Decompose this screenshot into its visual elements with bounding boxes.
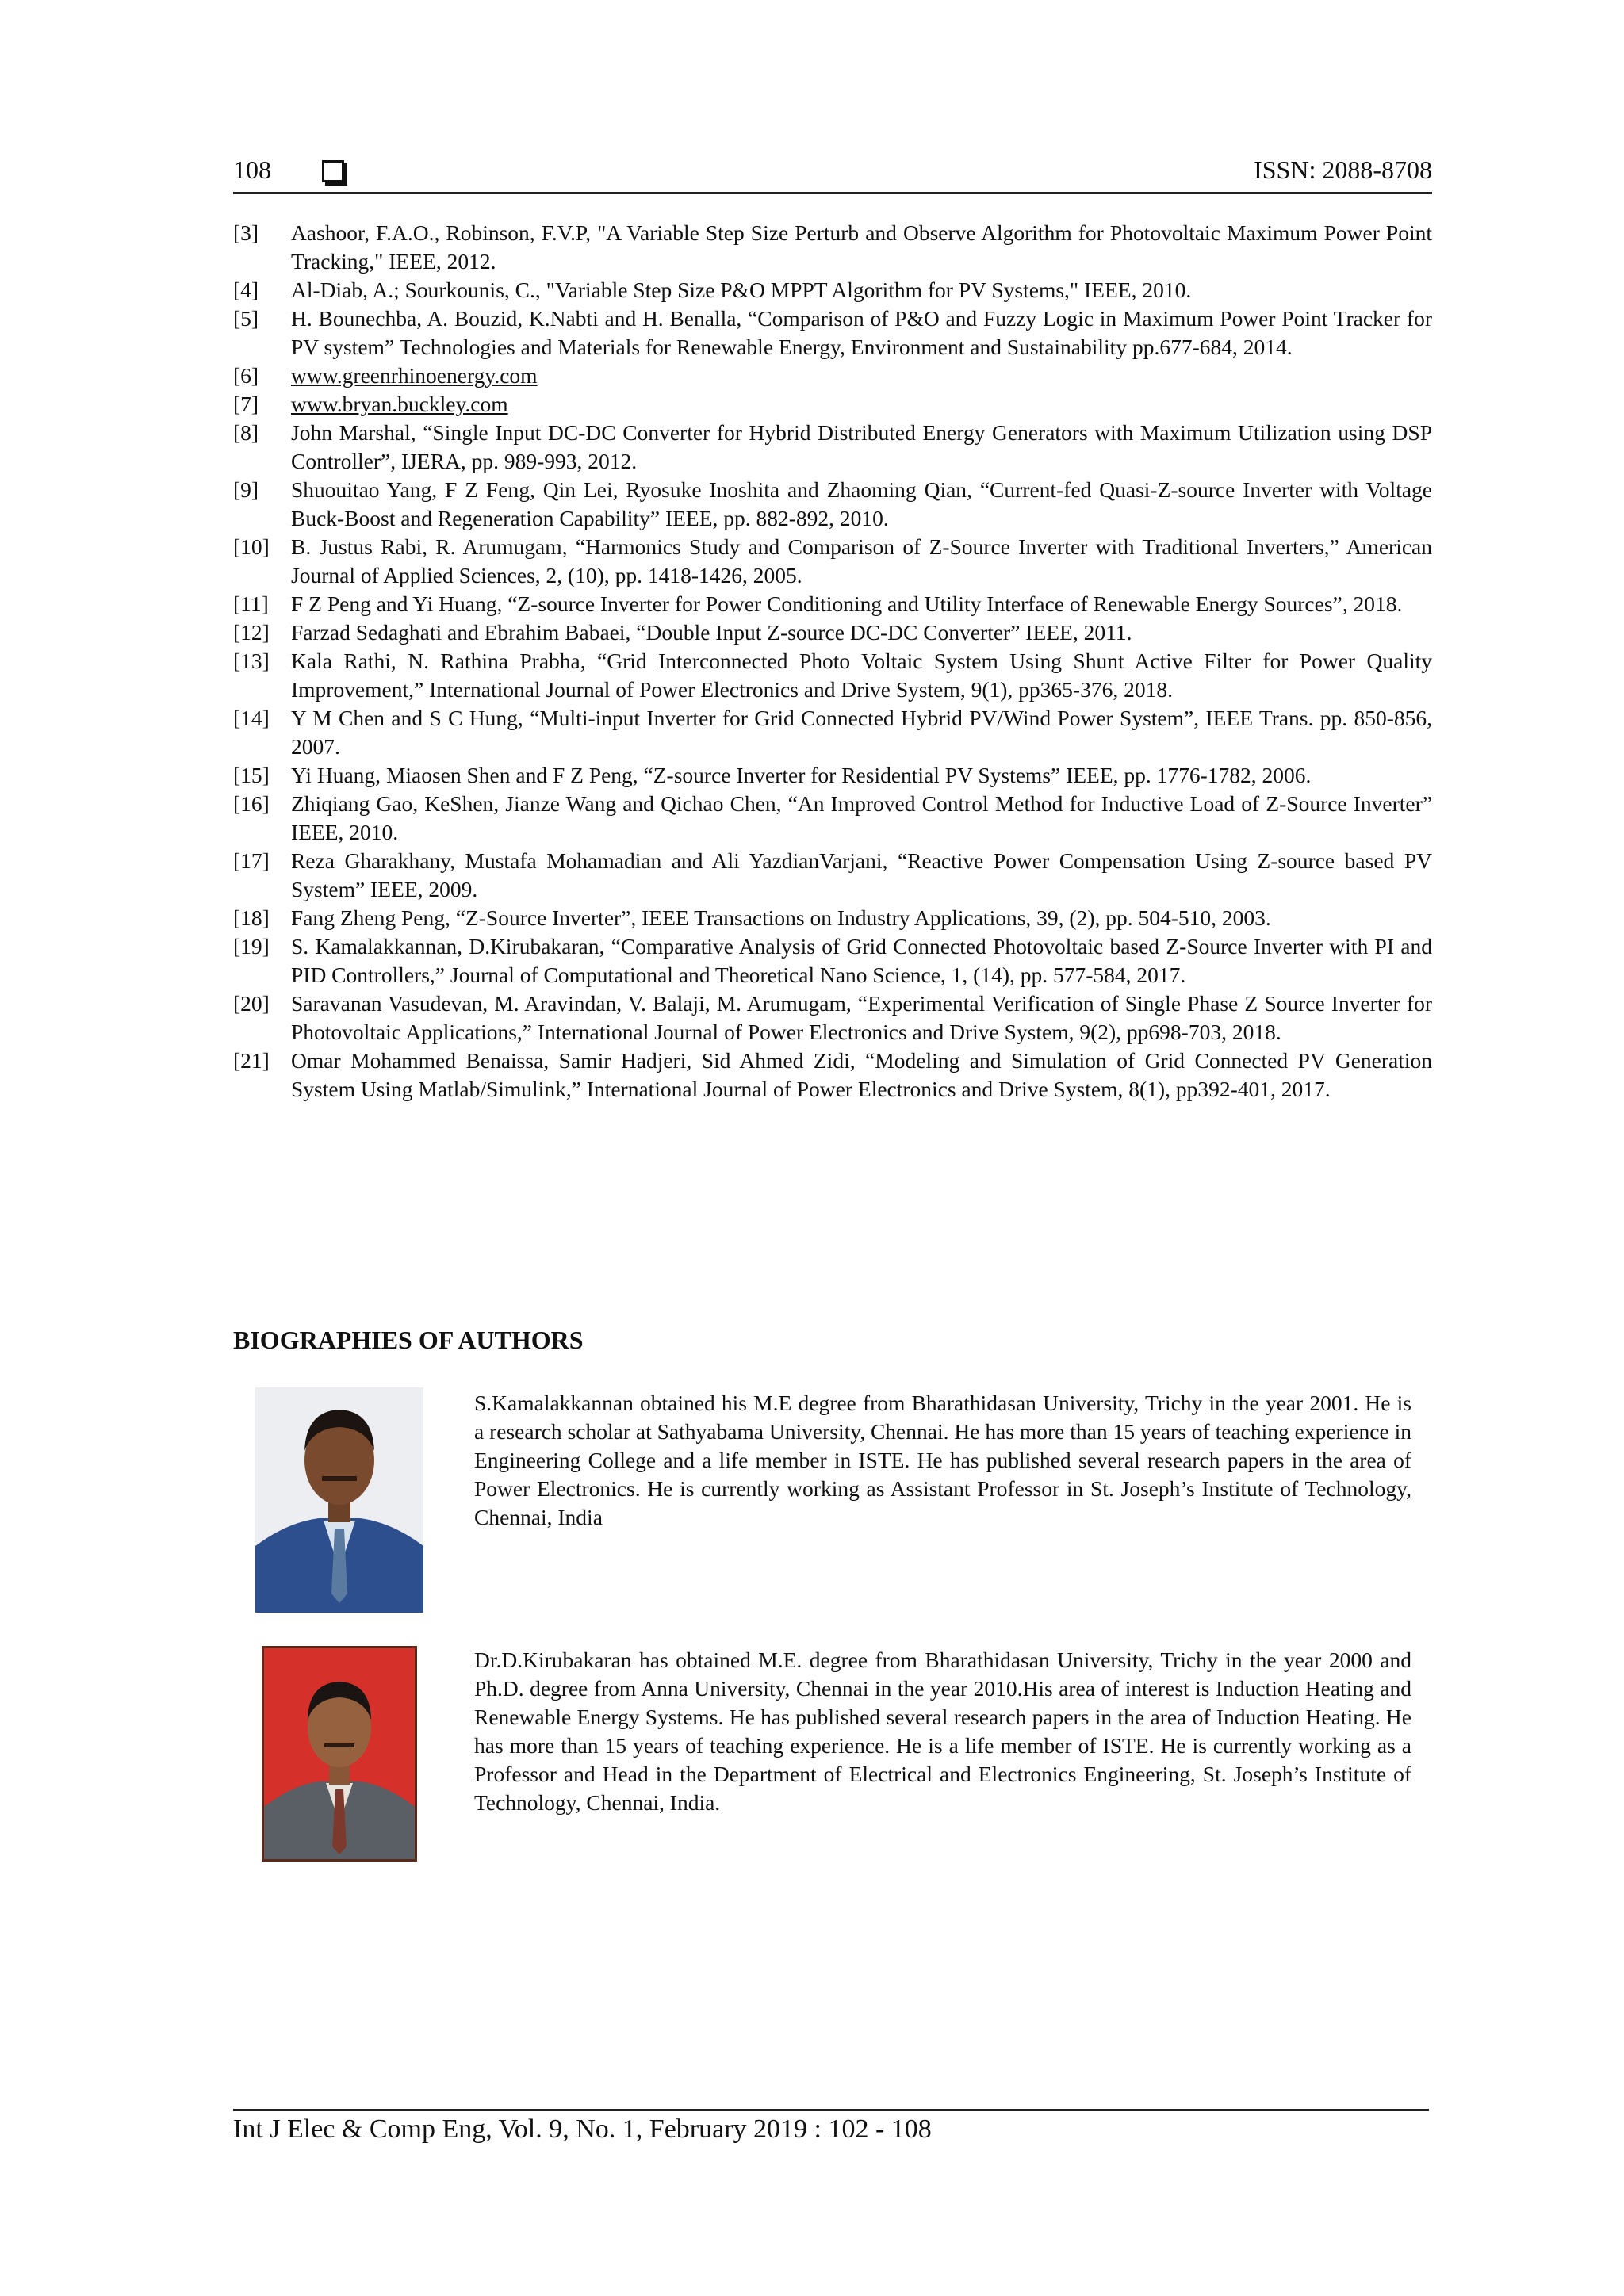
reference-link[interactable]: www.bryan.buckley.com	[291, 392, 508, 416]
reference-text: B. Justus Rabi, R. Arumugam, “Harmonics Study and Comparison of Z-Source Inverter with Traditional Inverters,” American Journal of Applied Sciences, 2, (10), pp. 1418-1426, 2005.	[291, 534, 1432, 587]
reference-text: H. Bounechba, A. Bouzid, K.Nabti and H. Benalla, “Comparison of P&O and Fuzzy Logic in Maximum Power Point Tracker for PV system” Technologies and Materials for Renewable Energy, Environment and Sustainability pp.677-684, 2014.	[291, 306, 1432, 359]
reference-number: [19]	[233, 934, 270, 959]
reference-item	[233, 647, 1432, 704]
reference-item	[233, 533, 1432, 590]
reference-text: Saravanan Vasudevan, M. Aravindan, V. Balaji, M. Arumugam, “Experimental Verification of Single Phase Z Source Inverter for Photovoltaic Applications,” International Journal of Power Electronics and Drive System, 9(2), pp698-703, 2018.	[291, 991, 1432, 1044]
square-bullet-icon	[322, 160, 344, 182]
reference-item	[233, 618, 1432, 647]
reference-number: [21]	[233, 1048, 270, 1073]
reference-number: [16]	[233, 791, 270, 816]
author-photo-kamalakkannan	[255, 1387, 423, 1613]
reference-text: F Z Peng and Yi Huang, “Z-source Inverter for Power Conditioning and Utility Interface of Renewable Energy Sources”, 2018.	[291, 591, 1403, 616]
reference-item	[233, 904, 1432, 932]
reference-item	[233, 590, 1432, 618]
biographies-heading: BIOGRAPHIES OF AUTHORS	[233, 1326, 584, 1354]
reference-number: [3]	[233, 220, 259, 245]
reference-text: Omar Mohammed Benaissa, Samir Hadjeri, Sid Ahmed Zidi, “Modeling and Simulation of Grid Connected PV Generation System Using Matlab/Simulink,” International Journal of Power Electronics and Drive System, 8(1), pp392-401, 2017.	[291, 1048, 1432, 1101]
reference-number: [17]	[233, 848, 270, 873]
reference-text: Zhiqiang Gao, KeShen, Jianze Wang and Qichao Chen, “An Improved Control Method for Inductive Load of Z-Source Inverter” IEEE, 2010.	[291, 791, 1432, 844]
reference-text: Aashoor, F.A.O., Robinson, F.V.P, "A Variable Step Size Perturb and Observe Algorithm for Photovoltaic Maximum Power Point Tracking," IEEE, 2012.	[291, 220, 1432, 274]
reference-item	[233, 704, 1432, 761]
reference-number: [15]	[233, 763, 270, 787]
reference-text: Kala Rathi, N. Rathina Prabha, “Grid Interconnected Photo Voltaic System Using Shunt Active Filter for Power Quality Improvement,” International Journal of Power Electronics and Drive System, 9(1), pp365-376, 2018.	[291, 649, 1432, 702]
reference-text: Al-Diab, A.; Sourkounis, C., "Variable Step Size P&O MPPT Algorithm for PV Systems," IEEE, 2010.	[291, 277, 1192, 302]
reference-text: Yi Huang, Miaosen Shen and F Z Peng, “Z-source Inverter for Residential PV Systems” IEEE, pp. 1776-1782, 2006.	[291, 763, 1312, 787]
reference-item	[233, 790, 1432, 847]
reference-item	[233, 989, 1432, 1047]
reference-item	[233, 847, 1432, 904]
reference-text: Y M Chen and S C Hung, “Multi-input Inverter for Grid Connected Hybrid PV/Wind Power System”, IEEE Trans. pp. 850-856, 2007.	[291, 706, 1432, 759]
reference-number: [5]	[233, 306, 259, 331]
page-footer	[233, 2109, 1429, 2145]
journal-citation: Int J Elec & Comp Eng, Vol. 9, No. 1, February 2019 : 102 - 108	[233, 2114, 932, 2144]
reference-item	[233, 419, 1432, 476]
reference-number: [20]	[233, 991, 270, 1016]
reference-item	[233, 476, 1432, 533]
author-bio-kamalakkannan: S.Kamalakkannan obtained his M.E degree from Bharathidasan University, Trichy in the year 2001. He is a research scholar at Sathyabama University, Chennai. He has more than 15 years of teaching experience in Engineering College and a life member in ISTE. He has published several research papers in the area of Power Electronics. He is currently working as Assistant Professor in St. Joseph’s Institute of Technology, Chennai, India	[474, 1391, 1411, 1529]
reference-number: [4]	[233, 277, 259, 302]
reference-number: [18]	[233, 905, 270, 930]
reference-text: Shuouitao Yang, F Z Feng, Qin Lei, Ryosuke Inoshita and Zhaoming Qian, “Current-fed Quasi-Z-source Inverter with Voltage Buck-Boost and Regeneration Capability” IEEE, pp. 882-892, 2010.	[291, 477, 1432, 530]
page-header	[233, 155, 1432, 194]
reference-number: [11]	[233, 591, 269, 616]
reference-number: [7]	[233, 392, 259, 416]
reference-number: [8]	[233, 420, 259, 445]
reference-number: [9]	[233, 477, 259, 502]
issn: ISSN: 2088-8708	[1254, 155, 1432, 184]
author-bio-kirubakaran: Dr.D.Kirubakaran has obtained M.E. degree from Bharathidasan University, Trichy in the year 2000 and Ph.D. degree from Anna University, Chennai in the year 2010.His area of interest is Induction Heating and Renewable Energy Systems. He has published several research papers in the area of Induction Heating. He has more than 15 years of teaching experience. He is a life member of ISTE. He is currently working as a Professor and Head in the Department of Electrical and Electronics Engineering, St. Joseph’s Institute of Technology, Chennai, India.	[474, 1647, 1411, 1815]
reference-text: S. Kamalakkannan, D.Kirubakaran, “Comparative Analysis of Grid Connected Photovoltaic based Z-Source Inverter with PI and PID Controllers,” Journal of Computational and Theoretical Nano Science, 1, (14), pp. 577-584, 2017.	[291, 934, 1432, 987]
reference-link[interactable]: www.greenrhinoenergy.com	[291, 363, 538, 388]
reference-item[interactable]	[233, 362, 1432, 390]
reference-number: [14]	[233, 706, 270, 730]
reference-item	[233, 276, 1432, 304]
reference-item	[233, 1047, 1432, 1104]
reference-number: [10]	[233, 534, 270, 559]
reference-number: [12]	[233, 620, 270, 645]
reference-number: [13]	[233, 649, 270, 673]
reference-text: Reza Gharakhany, Mustafa Mohamadian and Ali YazdianVarjani, “Reactive Power Compensation Using Z-source based PV System” IEEE, 2009.	[291, 848, 1432, 901]
author-photo-kirubakaran	[262, 1646, 417, 1862]
reference-text: John Marshal, “Single Input DC-DC Converter for Hybrid Distributed Energy Generators with Maximum Utilization using DSP Controller”, IJERA, pp. 989-993, 2012.	[291, 420, 1432, 473]
reference-number: [6]	[233, 363, 259, 388]
page-number: 108	[233, 155, 271, 184]
reference-item	[233, 219, 1432, 276]
reference-item	[233, 932, 1432, 989]
reference-item	[233, 304, 1432, 362]
reference-text: Fang Zheng Peng, “Z-Source Inverter”, IEEE Transactions on Industry Applications, 39, (2), pp. 504-510, 2003.	[291, 905, 1271, 930]
reference-text: Farzad Sedaghati and Ebrahim Babaei, “Double Input Z-source DC-DC Converter” IEEE, 2011.	[291, 620, 1132, 645]
reference-item	[233, 761, 1432, 790]
reference-item[interactable]	[233, 390, 1432, 419]
reference-list	[233, 219, 1432, 1104]
